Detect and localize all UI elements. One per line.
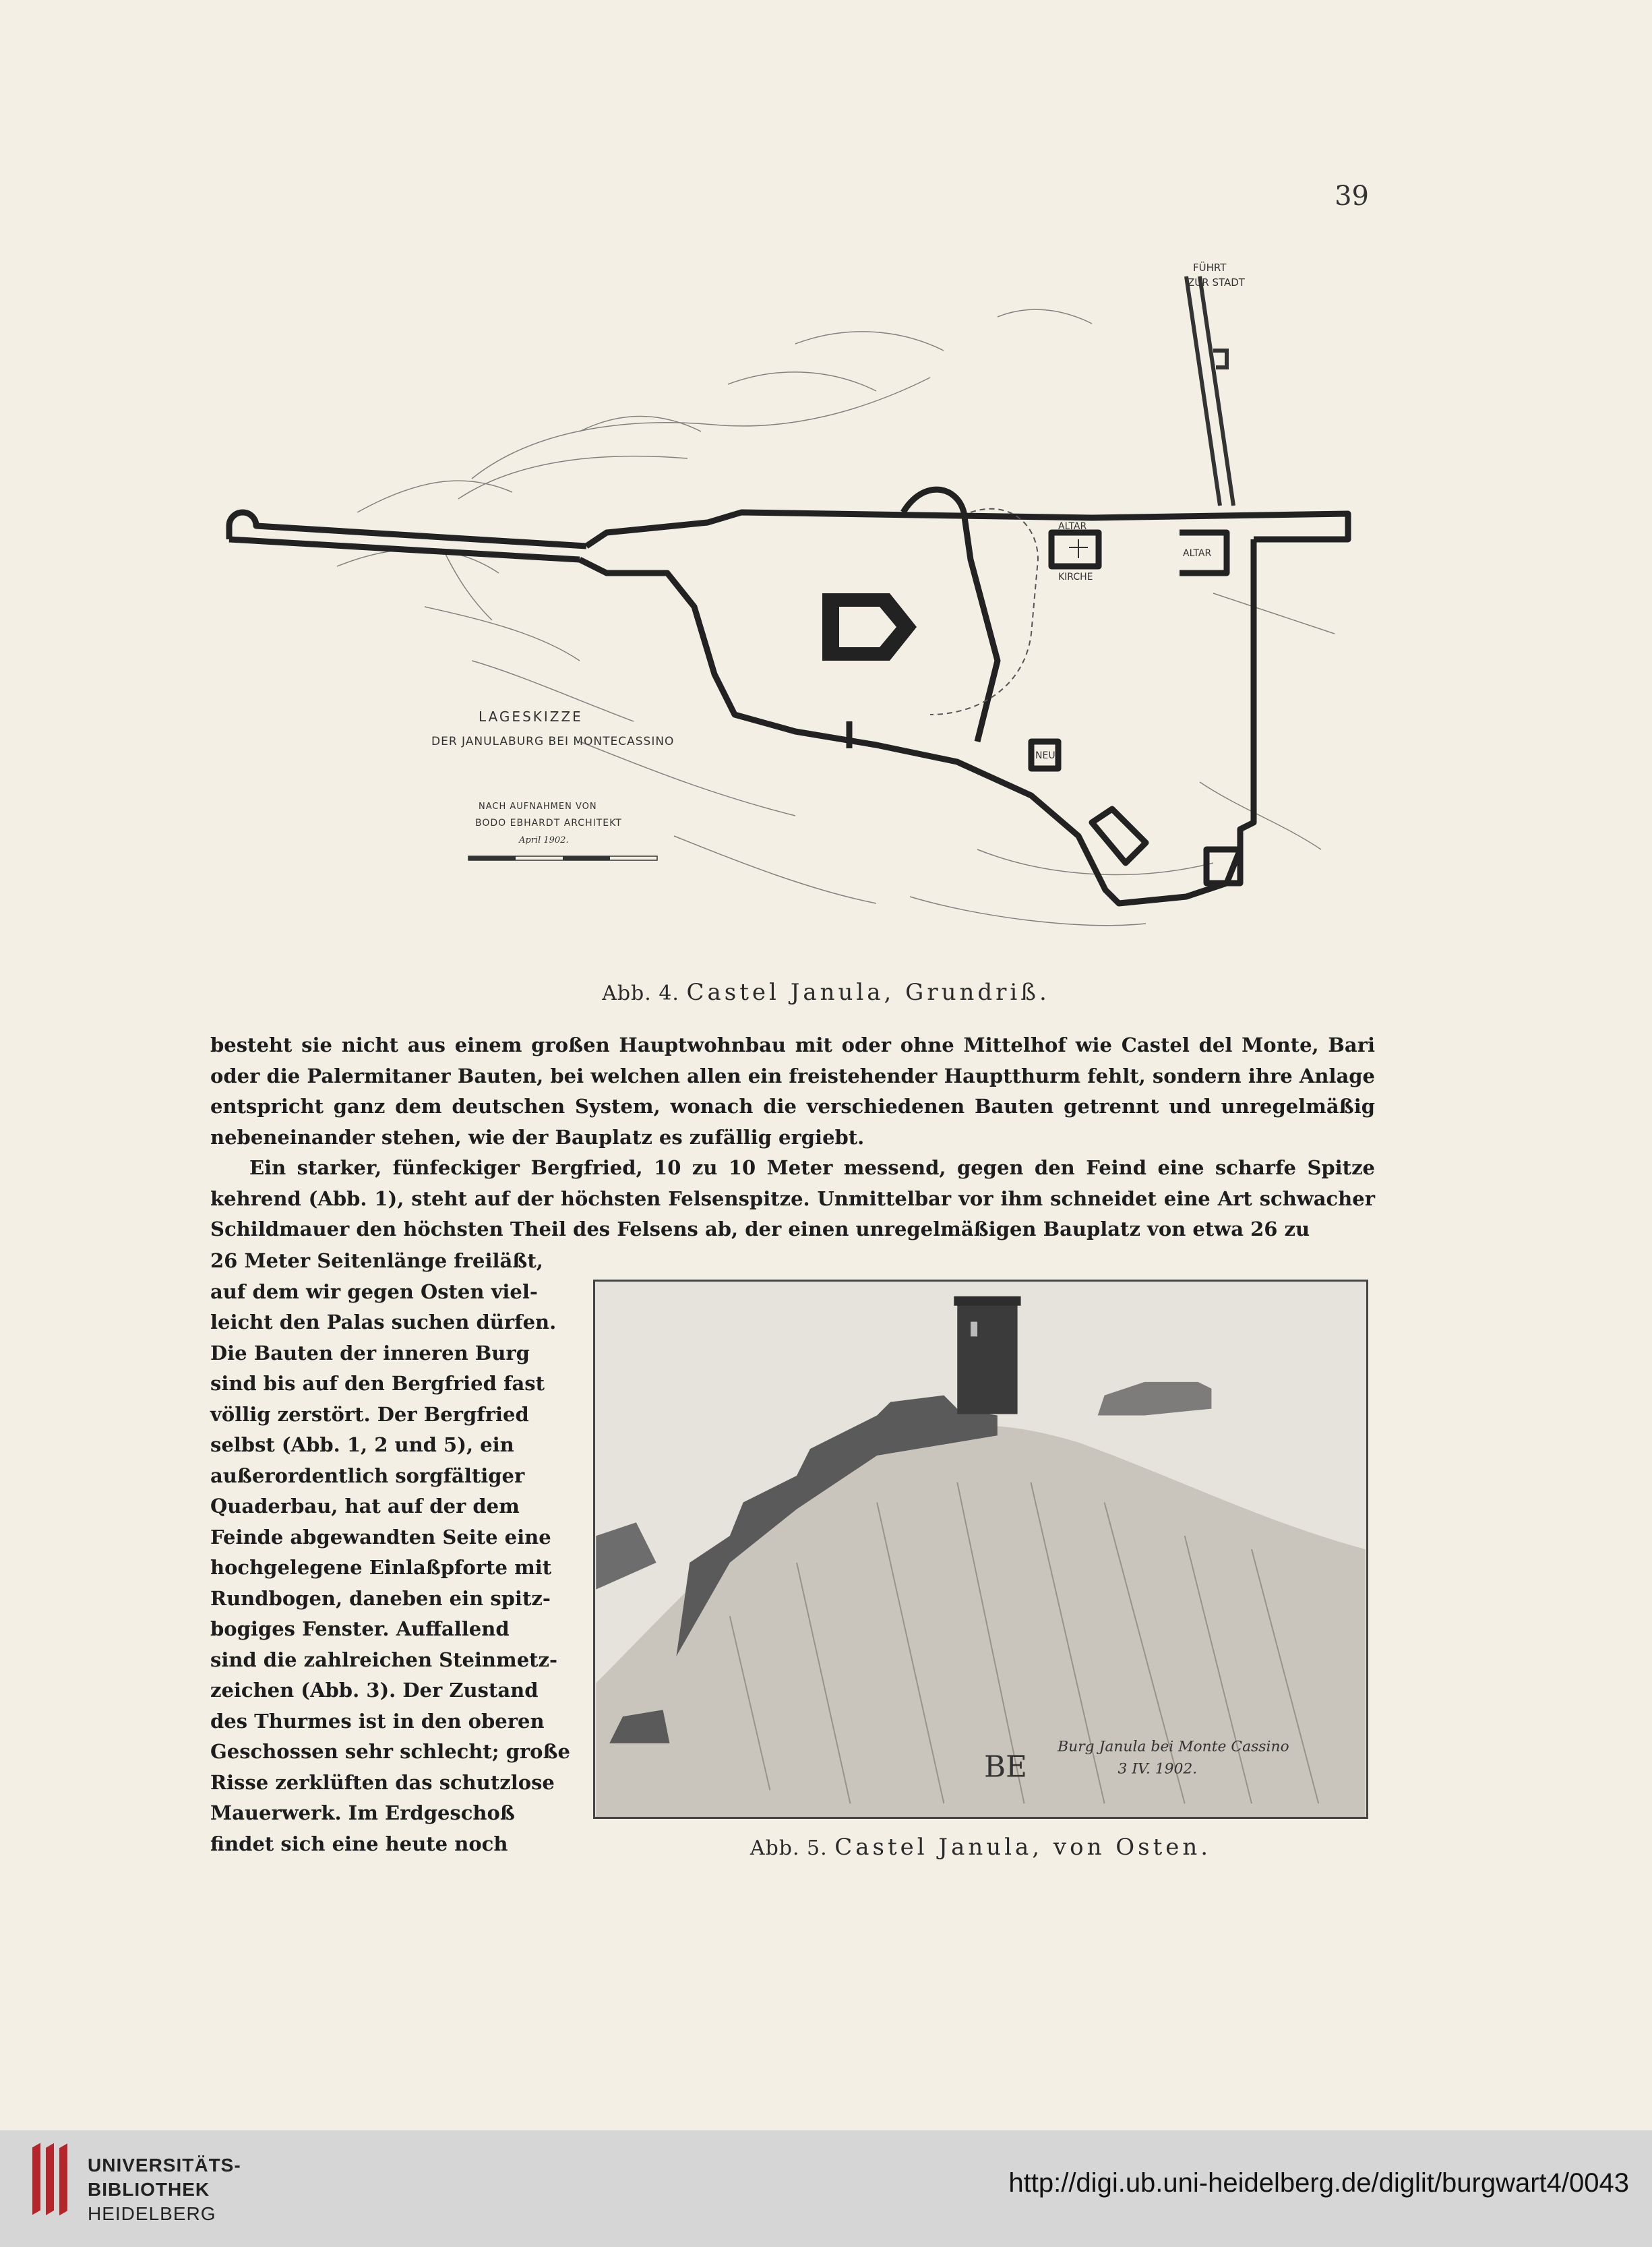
paragraph-1: besteht sie nicht aus einem großen Hauptwohnbau mit oder ohne Mittelhof wie Castel del Monte, Bari oder die Palermitaner Bauten, bei welchen allen ein freistehender Hauptthurm fehlt, sondern ihre Anlage entspricht ganz dem deutschen System, wonach die verschiedenen Bauten getrennt und unregelmäßig nebeneinander stehen, wie der Bauplatz es zufällig ergiebt. (210, 1033, 1375, 1149)
drawing-inscription-2: 3 IV. 1902. (1118, 1760, 1198, 1778)
text-line: hochgelegene Einlaßpforte mit (210, 1556, 552, 1579)
logo-text-heidelberg: HEIDELBERG (88, 2203, 216, 2224)
church-cross (1069, 539, 1088, 558)
drawing-inscription-1: Burg Janula bei Monte Cassino (1058, 1738, 1289, 1756)
logo-text-bibliothek: BIBLIOTHEK (88, 2179, 210, 2200)
artist-monogram: BE (983, 1749, 1027, 1785)
label-road-1: FÜHRT (1193, 262, 1227, 274)
text-line: findet sich eine heute noch (210, 1832, 508, 1855)
logo-text-universitaets: UNIVERSITÄTS- (88, 2155, 241, 2176)
text-line: Geschossen sehr schlecht; große (210, 1740, 571, 1763)
text-line: sind die zahlreichen Steinmetz- (210, 1648, 558, 1671)
road-to-town (1186, 276, 1233, 506)
credit-line-1: NACH AUFNAHMEN VON (479, 802, 597, 812)
keep-tower-view (954, 1296, 1020, 1414)
page-number: 39 (1335, 181, 1369, 212)
keep-bergfried (822, 593, 917, 661)
text-line: 26 Meter Seitenlänge freiläßt, (210, 1249, 543, 1272)
text-line: selbst (Abb. 1, 2 und 5), ein (210, 1433, 514, 1456)
text-line: Feinde abgewandten Seite eine (210, 1525, 551, 1549)
text-line: völlig zerstört. Der Bergfried (210, 1402, 529, 1426)
footer-url-link[interactable]: http://digi.ub.uni-heidelberg.de/diglit/burgwart4/0043 (1008, 2168, 1629, 2198)
label-road-2: ZUR STADT (1188, 276, 1245, 289)
text-line: Quaderbau, hat auf der dem (210, 1495, 520, 1518)
text-line: zeichen (Abb. 3). Der Zustand (210, 1679, 539, 1702)
body-text-column (210, 1246, 571, 1859)
sketch-subtitle: DER JANULABURG BEI MONTECASSINO (431, 735, 675, 748)
figure-5-caption (593, 1834, 1368, 1861)
paragraph-2: Ein starker, fünfeckiger Bergfried, 10 zu 10 Meter messend, gegen den Feind eine scharfe Spitze kehrend (Abb. 1), steht auf der höchsten Felsenspitze. Unmittelbar vor ihm schneidet eine Art schwacher Schildmauer den höchsten Theil des Felsens ab, der einen unregelmäßigen Bauplatz von etwa 26 zu (210, 1156, 1375, 1240)
label-church: KIRCHE (1058, 572, 1093, 582)
text-line: außerordentlich sorgfältiger (210, 1464, 525, 1487)
credit-line-2: BODO EBHARDT ARCHITEKT (475, 818, 622, 829)
credit-line-3: April 1902. (519, 835, 569, 845)
label-altar-1: ALTAR (1058, 521, 1087, 532)
text-line: des Thurmes ist in den oberen (210, 1709, 545, 1733)
figure-4-title: Castel Janula, Grundriß. (686, 979, 1050, 1006)
text-line: Risse zerklüften das schutzlose (210, 1770, 555, 1794)
label-altar-2: ALTAR (1183, 548, 1212, 559)
label-new: NEU (1035, 750, 1056, 761)
text-line: sind bis auf den Bergfried fast (210, 1372, 545, 1395)
text-line: Die Bauten der inneren Burg (210, 1341, 530, 1365)
castle-view-figure (593, 1280, 1368, 1819)
castle-view-drawing (595, 1282, 1366, 1817)
scale-bar (468, 856, 657, 860)
text-line: leicht den Palas suchen dürfen. (210, 1311, 557, 1334)
figure-5-title: Castel Janula, von Osten. (834, 1834, 1212, 1861)
figure-4-label: Abb. 4. (602, 982, 679, 1005)
figure-5-label: Abb. 5. (749, 1836, 828, 1860)
body-text-upper (210, 1030, 1375, 1245)
university-logo-icon (27, 2137, 81, 2238)
text-line: bogiges Fenster. Auffallend (210, 1617, 510, 1640)
castle-walls (229, 489, 1348, 903)
ground-plan-drawing (202, 256, 1362, 971)
text-line: Rundbogen, daneben ein spitz- (210, 1586, 551, 1610)
figure-4-caption (0, 979, 1652, 1006)
text-line: auf dem wir gegen Osten viel- (210, 1280, 538, 1303)
text-line: Mauerwerk. Im Erdgeschoß (210, 1801, 515, 1824)
ground-plan-figure (202, 256, 1362, 971)
sketch-title: LAGESKIZZE (479, 709, 583, 725)
